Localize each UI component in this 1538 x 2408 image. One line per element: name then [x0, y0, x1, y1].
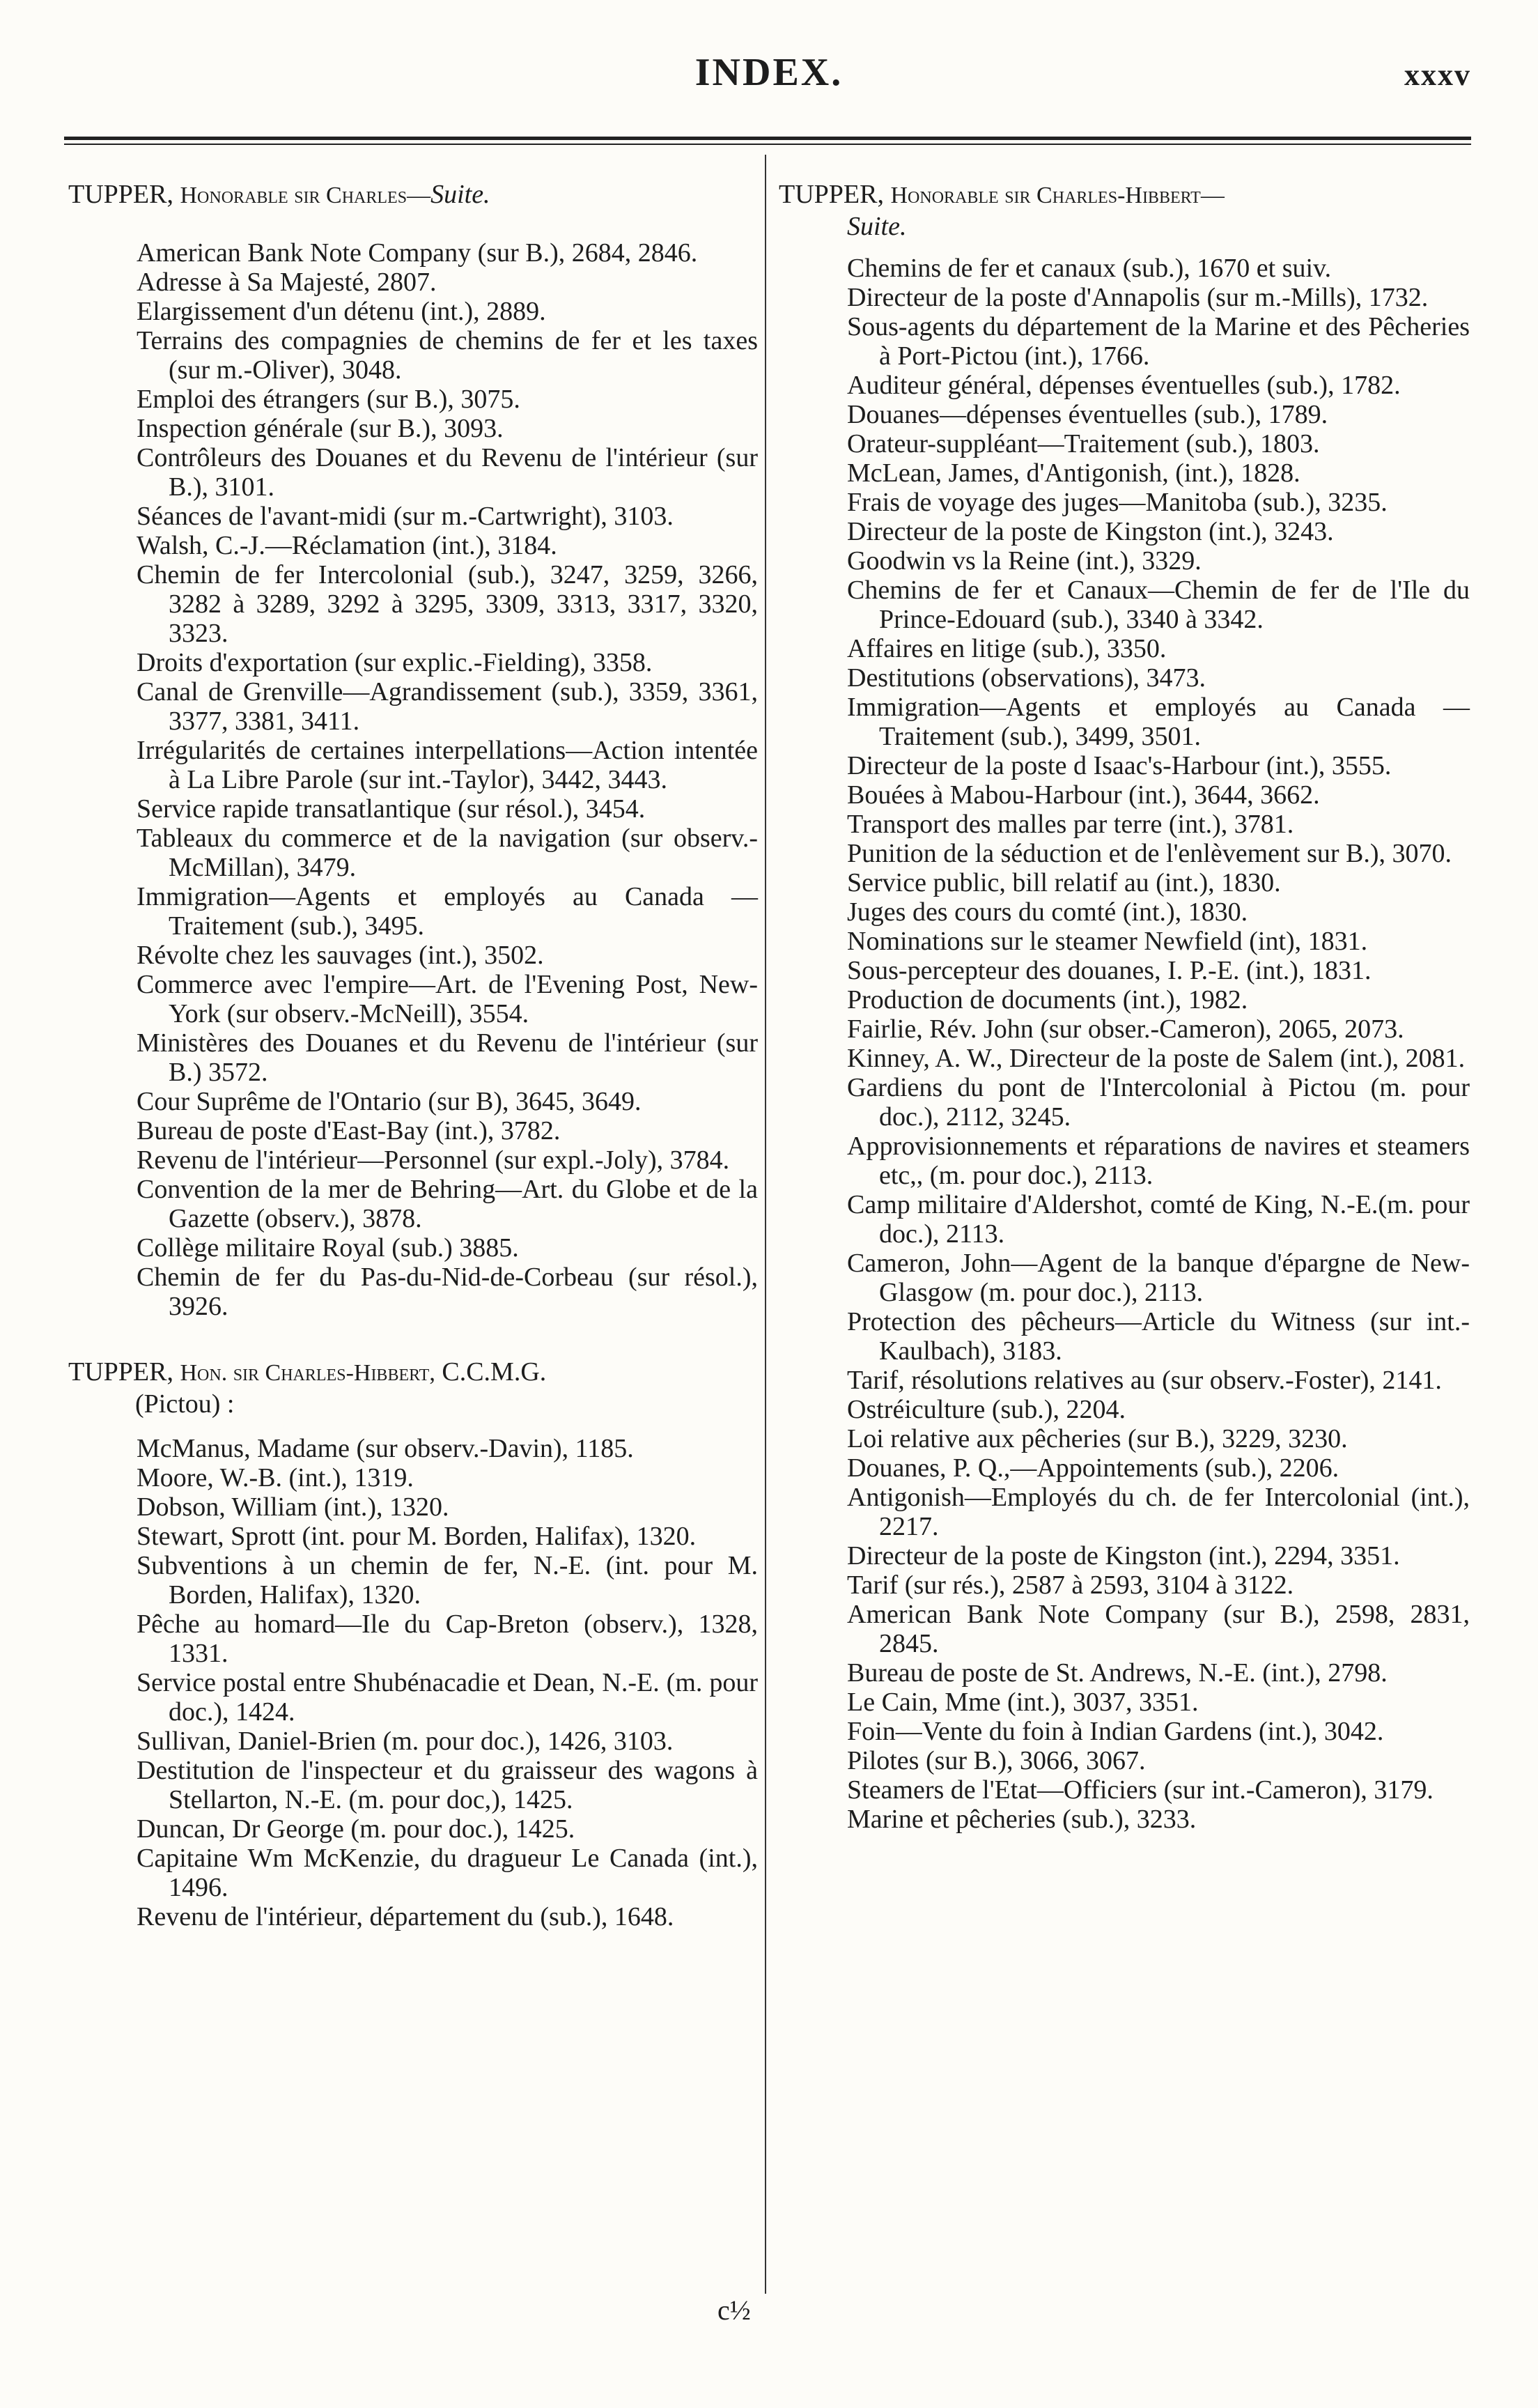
index-entry: Destitutions (observations), 3473. — [847, 663, 1206, 693]
index-entry: Commerce avec l'empire—Art. de l'Evening Post, New-York (sur observ.-McNeill), 3554. — [137, 970, 758, 1028]
page-number: xxxv — [1404, 58, 1471, 92]
index-entry: Chemins de fer et canaux (sub.), 1670 et suiv. — [847, 254, 1332, 283]
index-entry: Duncan, Dr George (m. pour doc.), 1425. — [137, 1814, 575, 1844]
heading-suite: Suite. — [430, 180, 490, 209]
index-entry: Chemins de fer et Canaux—Chemin de fer de l'Ile du Prince-Edouard (sub.), 3340 à 3342. — [847, 576, 1470, 634]
index-entry: Canal de Grenville—Agrandissement (sub.), 3359, 3361, 3377, 3381, 3411. — [137, 677, 758, 736]
header-rule-thin — [64, 144, 1471, 145]
index-entry: Nominations sur le steamer Newfield (int), 1831. — [847, 927, 1368, 956]
index-entry: Revenu de l'intérieur, département du (sub.), 1648. — [137, 1902, 674, 1931]
index-entry: Marine et pêcheries (sub.), 3233. — [847, 1805, 1197, 1834]
left-heading-2 — [68, 1357, 758, 1388]
index-entry: Emploi des étrangers (sur B.), 3075. — [137, 385, 520, 414]
index-entry: Kinney, A. W., Directeur de la poste de Salem (int.), 2081. — [847, 1044, 1466, 1073]
index-entry: Sous-agents du département de la Marine et des Pêcheries à Port-Pictou (int.), 1766. — [847, 312, 1470, 371]
left-entries-2 — [68, 1434, 758, 1931]
index-entry: Terrains des compagnies de chemins de fer et les taxes (sur m.-Oliver), 3048. — [137, 326, 758, 385]
index-entry: Walsh, C.-J.—Réclamation (int.), 3184. — [137, 531, 557, 560]
signature-mark: c½ — [717, 2294, 751, 2326]
page-title: INDEX. — [694, 51, 844, 94]
index-entry: Transport des malles par terre (int.), 3781. — [847, 810, 1294, 839]
index-entry: Immigration—Agents et employés au Canada —Traitement (sub.), 3499, 3501. — [847, 693, 1470, 751]
index-entry: Gardiens du pont de l'Intercolonial à Pictou (m. pour doc.), 2112, 3245. — [847, 1073, 1470, 1132]
index-entry: Bureau de poste d'East-Bay (int.), 3782. — [137, 1116, 561, 1145]
index-entry: Production de documents (int.), 1982. — [847, 985, 1248, 1014]
section-gap — [68, 1321, 758, 1357]
index-entry: Convention de la mer de Behring—Art. du Globe et de la Gazette (observ.), 3878. — [137, 1175, 758, 1233]
heading-title: Honorable sir Charles— — [180, 183, 431, 208]
index-entry: Protection des pêcheurs—Article du Witness (sur int.-Kaulbach), 3183. — [847, 1307, 1470, 1366]
index-entry: McLean, James, d'Antigonish, (int.), 1828. — [847, 458, 1300, 488]
index-entry: American Bank Note Company (sur B.), 2598, 2831, 2845. — [847, 1600, 1470, 1658]
index-entry: Adresse à Sa Majesté, 2807. — [137, 268, 437, 297]
index-entry: Elargissement d'un détenu (int.), 2889. — [137, 297, 546, 326]
index-entry: Steamers de l'Etat—Officiers (sur int.-Cameron), 3179. — [847, 1775, 1434, 1805]
index-entry: Subventions à un chemin de fer, N.-E. (int. pour M. Borden, Halifax), 1320. — [137, 1551, 758, 1610]
heading-name: TUPPER, — [779, 180, 884, 209]
heading2-order: C.C.M.G. — [442, 1357, 547, 1387]
heading-title: Honorable sir Charles-Hibbert— — [890, 183, 1225, 208]
index-entry: Moore, W.-B. (int.), 1319. — [137, 1463, 414, 1492]
index-entry: Auditeur général, dépenses éventuelles (sub.), 1782. — [847, 371, 1401, 400]
index-entry: Inspection générale (sur B.), 3093. — [137, 414, 504, 443]
left-heading — [68, 180, 758, 210]
index-entry: Frais de voyage des juges—Manitoba (sub.), 3235. — [847, 488, 1388, 517]
right-entries — [779, 254, 1470, 1834]
index-entry: Punition de la séduction et de l'enlèvement sur B.), 3070. — [847, 839, 1452, 868]
index-entry: Service postal entre Shubénacadie et Dean, N.-E. (m. pour doc.), 1424. — [137, 1668, 758, 1727]
left-entries — [68, 238, 758, 1321]
index-entry: Affaires en litige (sub.), 3350. — [847, 634, 1167, 663]
index-entry: Stewart, Sprott (int. pour M. Borden, Halifax), 1320. — [137, 1522, 697, 1551]
index-entry: Directeur de la poste d'Annapolis (sur m.-Mills), 1732. — [847, 283, 1429, 312]
index-entry: Droits d'exportation (sur explic.-Fielding), 3358. — [137, 648, 653, 677]
index-entry: Service rapide transatlantique (sur résol.), 3454. — [137, 794, 646, 824]
index-entry: Destitution de l'inspecteur et du graisseur des wagons à Stellarton, N.-E. (m. pour doc,), 1425. — [137, 1756, 758, 1814]
index-entry: Fairlie, Rév. John (sur obser.-Cameron), 2065, 2073. — [847, 1014, 1404, 1044]
heading2-constituency: (Pictou) : — [135, 1389, 235, 1419]
index-entry: Cameron, John—Agent de la banque d'épargne de New-Glasgow (m. pour doc.), 2113. — [847, 1249, 1470, 1307]
index-entry: Tableaux du commerce et de la navigation (sur observ.-McMillan), 3479. — [137, 824, 758, 882]
left-column — [68, 180, 758, 1931]
index-entry: Revenu de l'intérieur—Personnel (sur expl.-Joly), 3784. — [137, 1145, 730, 1175]
index-entry: Ostréiculture (sub.), 2204. — [847, 1395, 1126, 1424]
index-entry: Irrégularités de certaines interpellations—Action intentée à La Libre Parole (sur int.-Taylor), 3442, 3443. — [137, 736, 758, 794]
right-column — [779, 180, 1470, 1834]
index-entry: Directeur de la poste de Kingston (int.), 2294, 3351. — [847, 1541, 1400, 1570]
heading-suite: Suite. — [847, 212, 907, 241]
right-heading — [779, 180, 1470, 210]
index-entry: Séances de l'avant-midi (sur m.-Cartwright), 3103. — [137, 502, 674, 531]
index-entry: Directeur de la poste d Isaac's-Harbour (int.), 3555. — [847, 751, 1392, 780]
index-entry: Le Cain, Mme (int.), 3037, 3351. — [847, 1688, 1199, 1717]
index-entry: Tarif (sur rés.), 2587 à 2593, 3104 à 3122. — [847, 1570, 1294, 1600]
index-entry: Foin—Vente du foin à Indian Gardens (int.), 3042. — [847, 1717, 1384, 1746]
index-entry: Ministères des Douanes et du Revenu de l'intérieur (sur B.) 3572. — [137, 1028, 758, 1087]
index-entry: Sullivan, Daniel-Brien (m. pour doc.), 1426, 3103. — [137, 1727, 674, 1756]
index-entry: Tarif, résolutions relatives au (sur observ.-Foster), 2141. — [847, 1366, 1442, 1395]
index-entry: Orateur-suppléant—Traitement (sub.), 1803. — [847, 429, 1320, 458]
index-entry: Bureau de poste de St. Andrews, N.-E. (int.), 2798. — [847, 1658, 1388, 1688]
index-entry: Loi relative aux pêcheries (sur B.), 3229, 3230. — [847, 1424, 1348, 1453]
index-entry: Pilotes (sur B.), 3066, 3067. — [847, 1746, 1146, 1775]
index-entry: Immigration—Agents et employés au Canada —Traitement (sub.), 3495. — [137, 882, 758, 941]
index-entry: Douanes—dépenses éventuelles (sub.), 1789. — [847, 400, 1328, 429]
index-entry: Antigonish—Employés du ch. de fer Intercolonial (int.), 2217. — [847, 1483, 1470, 1541]
index-entry: American Bank Note Company (sur B.), 2684, 2846. — [137, 238, 698, 268]
index-entry: Pêche au homard—Ile du Cap-Breton (observ.), 1328, 1331. — [137, 1610, 758, 1668]
index-entry: Service public, bill relatif au (int.), 1830. — [847, 868, 1281, 897]
index-entry: Révolte chez les sauvages (int.), 3502. — [137, 941, 544, 970]
heading2-title: Hon. sir Charles-Hibbert, — [180, 1360, 435, 1386]
header-rule-thick — [64, 137, 1471, 140]
column-divider — [765, 155, 766, 2294]
index-entry: Dobson, William (int.), 1320. — [137, 1492, 449, 1522]
index-entry: Cour Suprême de l'Ontario (sur B), 3645, 3649. — [137, 1087, 642, 1116]
heading-name: TUPPER, — [68, 180, 173, 209]
index-entry: Juges des cours du comté (int.), 1830. — [847, 897, 1248, 927]
index-entry: Chemin de fer Intercolonial (sub.), 3247, 3259, 3266, 3282 à 3289, 3292 à 3295, 3309, 3313, 3317, 3320, 3323. — [137, 560, 758, 648]
index-entry: Contrôleurs des Douanes et du Revenu de l'intérieur (sur B.), 3101. — [137, 443, 758, 502]
index-entry: Approvisionnements et réparations de navires et steamers etc,, (m. pour doc.), 2113. — [847, 1132, 1470, 1190]
index-entry: Sous-percepteur des douanes, I. P.-E. (int.), 1831. — [847, 956, 1372, 985]
index-entry: Directeur de la poste de Kingston (int.), 3243. — [847, 517, 1334, 546]
index-entry: Douanes, P. Q.,—Appointements (sub.), 2206. — [847, 1453, 1339, 1483]
index-entry: Camp militaire d'Aldershot, comté de King, N.-E.(m. pour doc.), 2113. — [847, 1190, 1470, 1249]
index-entry: McManus, Madame (sur observ.-Davin), 1185. — [137, 1434, 634, 1463]
index-entry: Bouées à Mabou-Harbour (int.), 3644, 3662. — [847, 780, 1320, 810]
heading2-name: TUPPER, — [68, 1357, 173, 1387]
index-entry: Collège militaire Royal (sub.) 3885. — [137, 1233, 519, 1263]
index-entry: Goodwin vs la Reine (int.), 3329. — [847, 546, 1202, 576]
index-entry: Chemin de fer du Pas-du-Nid-de-Corbeau (sur résol.), 3926. — [137, 1263, 758, 1321]
index-entry: Capitaine Wm McKenzie, du dragueur Le Canada (int.), 1496. — [137, 1844, 758, 1902]
